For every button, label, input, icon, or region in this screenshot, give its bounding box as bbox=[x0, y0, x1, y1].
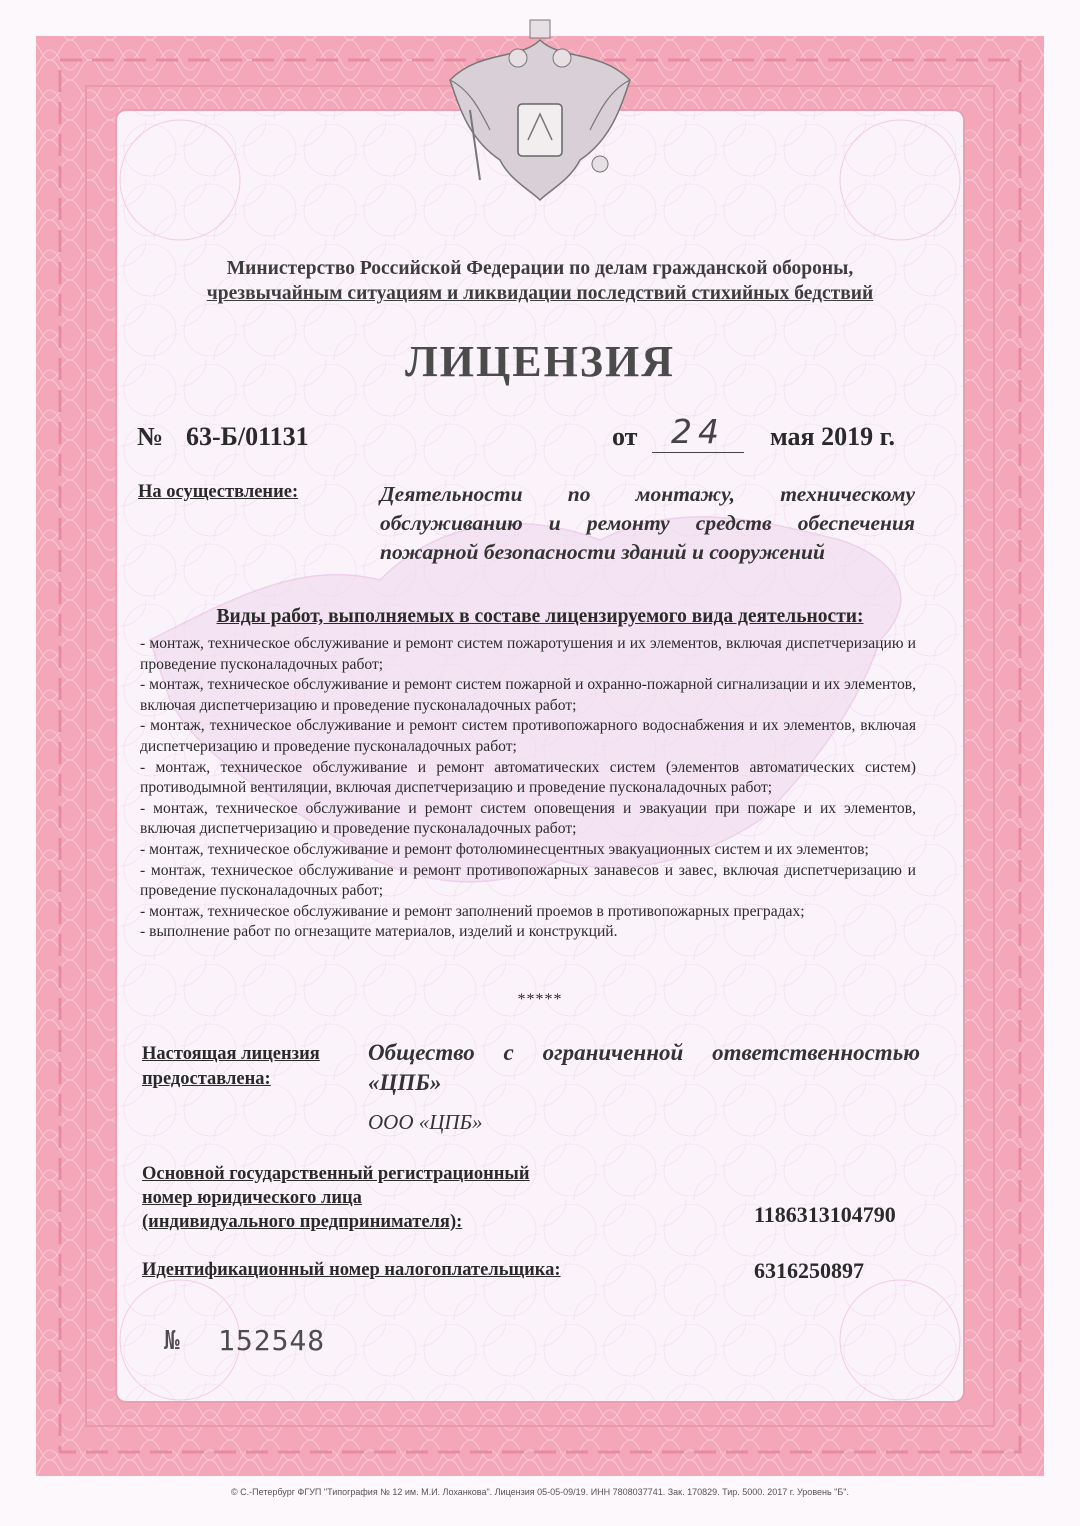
ministry-line-2: чрезвычайным ситуациям и ликвидации последствий стихийных бедствий bbox=[206, 283, 874, 304]
work-item: - монтаж, техническое обслуживание и ремонт систем оповещения и эвакуации при пожаре и их элементов, включая диспетчеризацию и проведение пусконаладочных работ; bbox=[140, 799, 916, 838]
holder-name: Общество с ограниченной ответственностью «ЦПБ» bbox=[368, 1040, 920, 1095]
ministry-header bbox=[120, 256, 960, 306]
work-item: - монтаж, техническое обслуживание и ремонт систем противопожарного водоснабжения и их элементов, включая диспетчеризацию и проведение пусконаладочных работ; bbox=[140, 717, 916, 755]
work-item: - монтаж, техническое обслуживание и ремонт заполнений проемов в противопожарных преградах; bbox=[140, 902, 805, 920]
work-item: - монтаж, техническое обслуживание и ремонт систем пожаротушения и их элементов, включая диспетчеризацию и проведение пусконаладочных работ; bbox=[140, 635, 916, 673]
ogrn-label-line-1: Основной государственный регистрационный bbox=[142, 1164, 530, 1184]
work-item: - монтаж, техническое обслуживание и ремонт фотолюминесцентных эвакуационных систем и их элементов; bbox=[140, 840, 869, 858]
ogrn-label-line-2: номер юридического лица bbox=[142, 1188, 362, 1208]
date-from-label: от bbox=[612, 422, 638, 451]
works-list bbox=[140, 634, 916, 943]
activity-text: Деятельности по монтажу, техническому обслуживанию и ремонту средств обеспечения пожарной безопасности зданий и сооружений bbox=[380, 482, 915, 564]
ministry-line-1: Министерство Российской Федерации по делам гражданской обороны, bbox=[226, 258, 854, 279]
date-month-year: мая 2019 г. bbox=[770, 422, 895, 451]
ogrn-label-line-3: (индивидуального предпринимателя): bbox=[142, 1212, 463, 1232]
activity-label: На осуществление: bbox=[138, 482, 299, 502]
work-item: - монтаж, техническое обслуживание и ремонт противопожарных занавесов и завес, включая диспетчеризацию и проведение пусконаладочных работ; bbox=[140, 861, 916, 900]
holder-label bbox=[142, 1042, 320, 1092]
serial-number-sign: № bbox=[164, 1326, 180, 1356]
inn-label: Идентификационный номер налогоплательщика: bbox=[142, 1260, 561, 1280]
date-day-handwritten: 24 bbox=[652, 412, 744, 453]
printer-footer: © С.-Петербург ФГУП "Типография № 12 им. М.И. Лоханкова". Лицензия 05-05-09/19. ИНН 7808037741. Зак. 170829. Тир. 5000. 2017 г. Уровень "Б". bbox=[231, 1487, 849, 1497]
holder-short-name: ООО «ЦПБ» bbox=[368, 1110, 483, 1134]
document-title: ЛИЦЕНЗИЯ bbox=[404, 337, 676, 386]
work-item: - монтаж, техническое обслуживание и ремонт систем пожарной и охранно-пожарной сигнализации и их элементов, включая диспетчеризацию и проведение пусконаладочных работ; bbox=[140, 676, 916, 714]
ogrn-label bbox=[142, 1162, 530, 1234]
inn-value: 6316250897 bbox=[754, 1258, 864, 1283]
stars-separator: ***** bbox=[517, 991, 563, 1008]
ogrn-value: 1186313104790 bbox=[754, 1202, 896, 1227]
holder-label-line-2: предоставлена: bbox=[142, 1069, 271, 1089]
license-number-sign: № bbox=[137, 422, 164, 451]
works-title: Виды работ, выполняемых в составе лицензируемого вида деятельности: bbox=[216, 606, 864, 627]
holder-label-line-1: Настоящая лицензия bbox=[142, 1044, 320, 1064]
license-number: 63-Б/01131 bbox=[186, 422, 309, 451]
work-item: - выполнение работ по огнезащите материалов, изделий и конструкций. bbox=[140, 923, 618, 941]
work-item: - монтаж, техническое обслуживание и ремонт автоматических систем (элементов автоматических систем) противодымной вентиляции, включая диспетчеризацию и проведение пусконаладочных работ; bbox=[140, 758, 916, 797]
serial-number: 152548 bbox=[218, 1324, 326, 1357]
